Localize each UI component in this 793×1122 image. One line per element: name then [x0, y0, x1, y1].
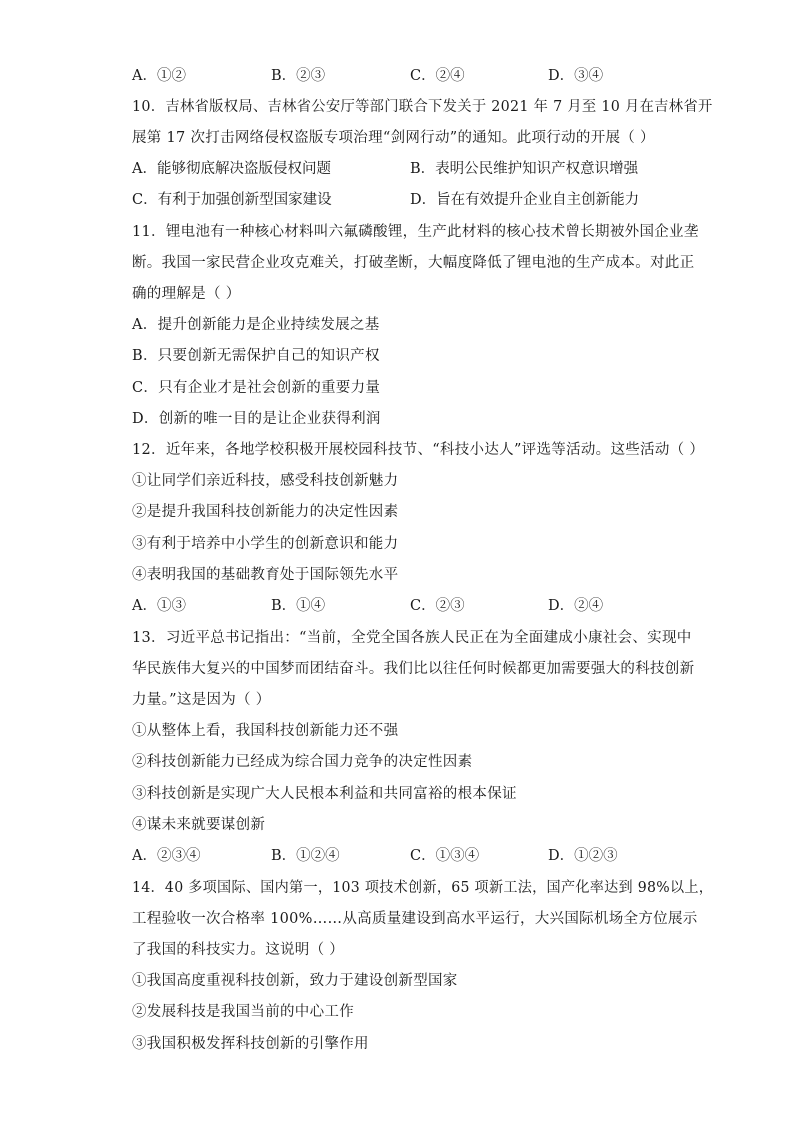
q13-stem-line-1: 13．习近平总书记指出：“当前，全党全国各族人民正在为全面建成小康社会、实现中 — [132, 630, 692, 646]
q13-option-a: A．②③④ — [132, 848, 201, 864]
q11-option-c: C．只有企业才是社会创新的重要力量 — [132, 380, 381, 396]
q11-option-d: D．创新的唯一目的是让企业获得利润 — [132, 411, 381, 427]
q12-stem-line-1: 12．近年来，各地学校积极开展校园科技节、“科技小达人”评选等活动。这些活动（ ） — [132, 442, 705, 458]
q14-stem-line-1: 14．40 多项国际、国内第一，103 项技术创新，65 项新工法，国产化率达到 98%以上， — [132, 880, 714, 896]
q12-option-a: A．①③ — [132, 598, 186, 614]
q14-stem-line-2: 工程验收一次合格率 100%……从高质量建设到高水平运行，大兴国际机场全方位展示 — [132, 911, 698, 927]
q12-options — [132, 596, 692, 616]
q13-stem-line-3: 力量。”这是因为（ ） — [132, 692, 271, 708]
q13-statement-1: ①从整体上看，我国科技创新能力还不强 — [132, 723, 399, 739]
q12-statement-3: ③有利于培养中小学生的创新意识和能力 — [132, 536, 399, 552]
q12-option-d: D．②④ — [548, 598, 604, 614]
q14-statement-2: ②发展科技是我国当前的中心工作 — [132, 1004, 354, 1020]
q13-statement-3: ③科技创新是实现广大人民根本利益和共同富裕的根本保证 — [132, 786, 517, 802]
q9-option-a: A．①② — [132, 68, 186, 84]
q10-option-a: A．能够彻底解决盗版侵权问题 — [132, 161, 331, 177]
q13-option-c: C．①③④ — [410, 848, 480, 864]
q10-option-b: B．表明公民维护知识产权意识增强 — [410, 161, 639, 177]
q14-statement-1: ①我国高度重视科技创新，致力于建设创新型国家 — [132, 973, 458, 989]
q10-stem-line-2: 展第 17 次打击网络侵权盗版专项治理“剑网行动”的通知。此项行动的开展（ ） — [132, 130, 655, 146]
q13-statement-2: ②科技创新能力已经成为综合国力竞争的决定性因素 — [132, 754, 473, 770]
q12-statement-1: ①让同学们亲近科技，感受科技创新魅力 — [132, 473, 399, 489]
q9-option-b: B．②③ — [271, 68, 326, 84]
q14-statement-3: ③我国积极发挥科技创新的引擎作用 — [132, 1036, 369, 1052]
q10-option-d: D．旨在有效提升企业自主创新能力 — [410, 192, 640, 208]
q12-option-b: B．①④ — [271, 598, 326, 614]
q11-option-a: A．提升创新能力是企业持续发展之基 — [132, 317, 380, 333]
q10-options-row-1 — [132, 159, 692, 179]
q11-stem-line-2: 断。我国一家民营企业攻克难关，打破垄断，大幅度降低了锂电池的生产成本。对此正 — [132, 255, 695, 271]
q11-stem-line-1: 11．锂电池有一种核心材料叫六氟磷酸锂，生产此材料的核心技术曾长期被外国企业垄 — [132, 224, 699, 240]
q9-option-c: C．②④ — [410, 68, 465, 84]
q12-option-c: C．②③ — [410, 598, 465, 614]
q12-statement-4: ④表明我国的基础教育处于国际领先水平 — [132, 567, 399, 583]
q13-stem-line-2: 华民族伟大复兴的中国梦而团结奋斗。我们比以往任何时候都更加需要强大的科技创新 — [132, 661, 695, 677]
q10-option-c: C．有利于加强创新型国家建设 — [132, 192, 332, 208]
q10-options-row-2 — [132, 190, 692, 210]
q13-options — [132, 846, 692, 866]
q9-options — [132, 66, 692, 86]
q10-stem-line-1: 10．吉林省版权局、吉林省公安厅等部门联合下发关于 2021 年 7 月至 10 月在吉林省开 — [132, 99, 713, 115]
q9-option-d: D．③④ — [548, 68, 604, 84]
q13-option-d: D．①②③ — [548, 848, 618, 864]
q11-option-b: B．只要创新无需保护自己的知识产权 — [132, 348, 380, 364]
q11-stem-line-3: 确的理解是（ ） — [132, 286, 241, 302]
q13-option-b: B．①②④ — [271, 848, 340, 864]
q12-statement-2: ②是提升我国科技创新能力的决定性因素 — [132, 504, 399, 520]
q14-stem-line-3: 了我国的科技实力。这说明（ ） — [132, 942, 345, 958]
q13-statement-4: ④谋未来就要谋创新 — [132, 817, 266, 833]
